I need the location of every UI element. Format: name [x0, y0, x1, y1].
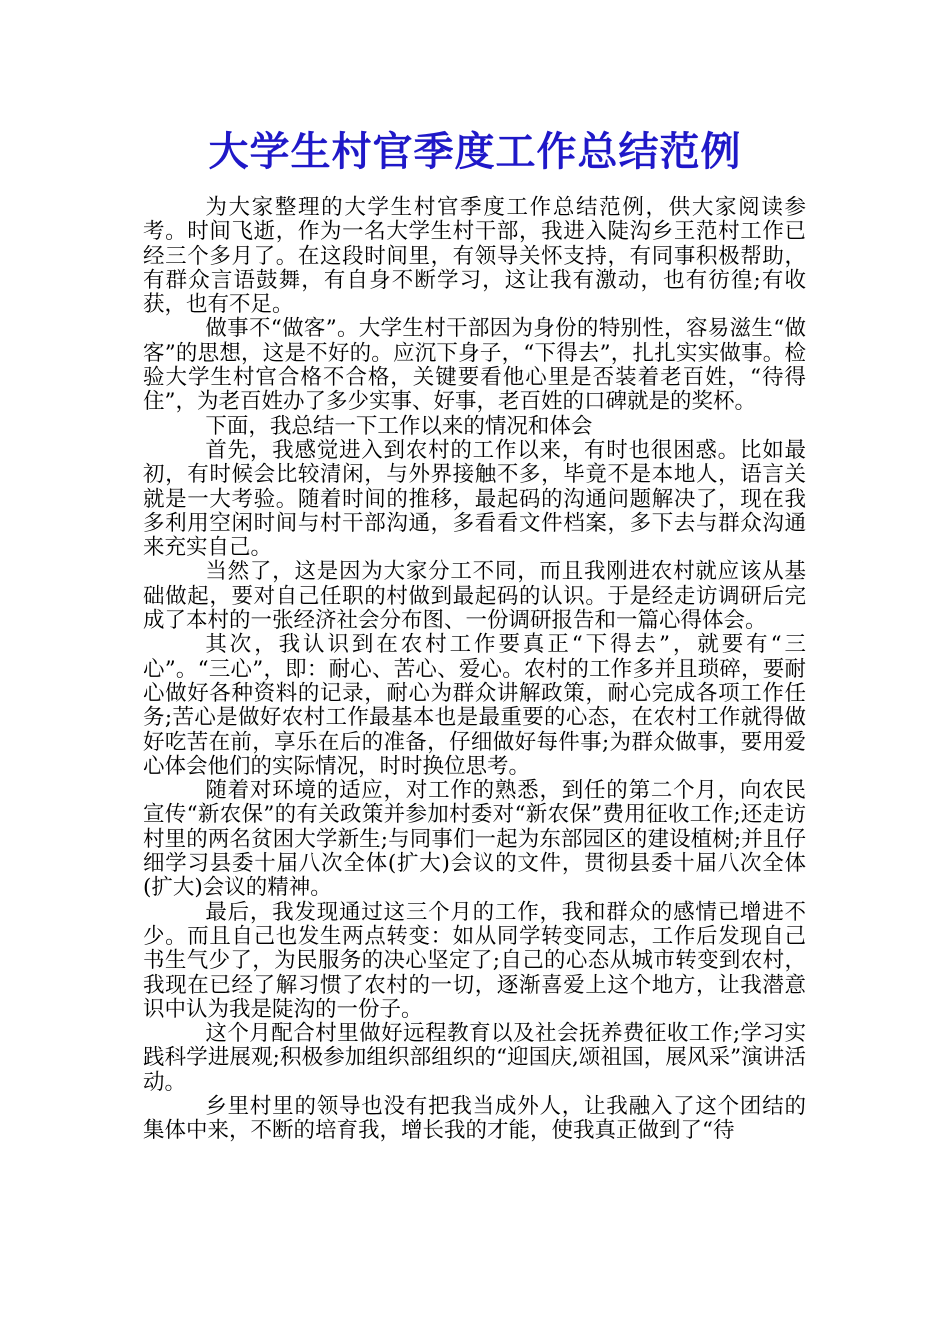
paragraph-3: 下面，我总结一下工作以来的情况和体会: [205, 413, 593, 439]
paragraph-8: 最后，我发现通过这三个月的工作，我和群众的感情已增进不少。而且自己也发生两点转变：如从同学转变同志，工作后发现自己书生气少了，为民服务的决心坚定了;自己的心态从城市转变到农村，我现在已经了解习惯了农村的一切，逐渐喜爱上这个地方，让我潜意识中认为我是陡沟的一份子。: [143, 899, 806, 1022]
paragraph-6: 其次，我认识到在农村工作要真正“下得去”，就要有“三心”。“三心”，即：耐心、苦心、爱心。农村的工作多并且琐碎，要耐心做好各种资料的记录，耐心为群众讲解政策，耐心完成各项工作任务;苦心是做好农村工作最基本也是最重要的心态，在农村工作就得做好吃苦在前，享乐在后的准备，仔细做好每件事;为群众做事，要用爱心体会他们的实际情况，时时换位思考。: [143, 632, 806, 779]
paragraph-10: 乡里村里的领导也没有把我当成外人，让我融入了这个团结的集体中来，不断的培育我，增长我的才能，使我真正做到了“待: [143, 1093, 806, 1144]
paragraph-4: 首先，我感觉进入到农村的工作以来，有时也很困惑。比如最初，有时候会比较清闲，与外界接触不多，毕竟不是本地人，语言关就是一大考验。随着时间的推移，最起码的沟通问题解决了，现在我多利用空闲时间与村干部沟通，多看看文件档案，多下去与群众沟通来充实自己。: [143, 437, 806, 561]
document-title: 大学生村官季度工作总结范例: [208, 128, 742, 175]
paragraph-1: 为大家整理的大学生村官季度工作总结范例，供大家阅读参考。时间飞逝，作为一名大学生村干部，我进入陡沟乡王范村工作已经三个多月了。在这段时间里，有领导关怀支持，有同事积极帮助，有群众言语鼓舞，有自身不断学习，这让我有激动，也有彷徨;有收获，也有不足。: [143, 195, 806, 318]
paragraph-2: 做事不“做客”。大学生村干部因为身份的特别性，容易滋生“做客”的思想，这是不好的。应沉下身子，“下得去”，扎扎实实做事。检验大学生村官合格不合格，关键要看他心里是否装着老百姓，“待得住”，为老百姓办了多少实事、好事，老百姓的口碑就是的奖杯。: [143, 316, 806, 415]
document-body: [143, 196, 806, 1144]
paragraph-7: 随着对环境的适应，对工作的熟悉，到任的第二个月，向农民宣传“新农保”的有关政策并参加村委对“新农保”费用征收工作;还走访村里的两名贫困大学新生;与同事们一起为东部园区的建设植树;并且仔细学习县委十届八次全体(扩大)会议的文件，贯彻县委十届八次全体(扩大)会议的精神。: [143, 778, 806, 901]
paragraph-9: 这个月配合村里做好远程教育以及社会抚养费征收工作;学习实践科学进展观;积极参加组织部组织的“迎国庆,颂祖国，展风采”演讲活动。: [143, 1021, 806, 1095]
paragraph-5: 当然了，这是因为大家分工不同，而且我刚进农村就应该从基础做起，要对自己任职的村做到最起码的认识。于是经走访调研后完成了本村的一张经济社会分布图、一份调研报告和一篇心得体会。: [143, 559, 806, 634]
